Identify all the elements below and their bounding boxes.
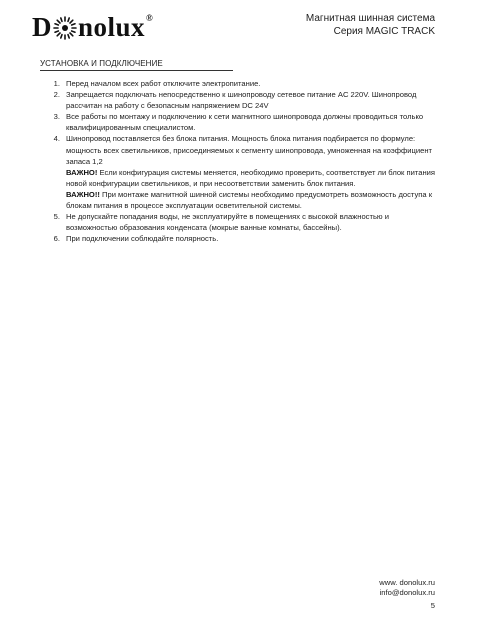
sun-icon — [53, 16, 77, 40]
item-number: 4. — [53, 134, 60, 144]
item-text: Все работы по монтажу и подключению к сети магнитного шинопровода должны проводиться только квалифицированным специалистом. — [66, 112, 424, 133]
header-system-name: Магнитная шинная система — [305, 13, 435, 24]
item-number: 3. — [53, 112, 60, 122]
website-link[interactable]: www. donolux.ru — [379, 578, 435, 587]
item-text: Запрещается подключать непосредственно к шинопроводу сетевое питание AC 220V. Шинопровод рассчитан на работу с безопасным напряжением DC 24V — [66, 90, 417, 111]
logo-letter-d: D — [32, 12, 52, 42]
brand-logo — [32, 14, 153, 41]
list-item — [40, 111, 435, 133]
list-item — [40, 233, 435, 244]
section-underline — [40, 70, 233, 71]
important-text: При монтаже магнитной шинной системы необходимо предусмотреть возможность доступа к блокам питания в процессе эксплуатации осветительной системы. — [66, 189, 433, 211]
instructions-list — [40, 78, 435, 244]
section-title: УСТАНОВКА И ПОДКЛЮЧЕНИЕ — [40, 59, 163, 68]
item-number: 5. — [53, 212, 60, 222]
registered-mark: ® — [146, 13, 154, 23]
header-series-name: Серия MAGIC TRACK — [333, 26, 435, 37]
item-text: Не допускайте попадания воды, не эксплуатируйте в помещениях с высокой влажностью и возможностью образования конденсата (мокрые ванные комнаты, бассейны). — [66, 212, 389, 233]
important-label: ВАЖНО! — [66, 167, 98, 177]
document-header — [306, 12, 435, 38]
important-note — [66, 167, 435, 189]
item-text: Шинопровод поставляется без блока питания. Мощность блока питания подбирается по формуле: мощность всех светильников, присоединяемых к сегменту шинопровода, умноженная на коэффициент запаса 1,2 — [66, 134, 433, 166]
logo-letters-nolux: nolux — [78, 12, 146, 42]
item-text: Перед началом всех работ отключите электропитание. — [66, 79, 261, 88]
item-number: 1. — [53, 79, 60, 88]
email-link[interactable]: info@donolux.ru — [379, 588, 435, 597]
page-number: 5 — [430, 601, 435, 610]
list-item — [40, 89, 435, 111]
important-note — [66, 189, 435, 211]
list-item — [40, 133, 435, 211]
list-item — [40, 78, 435, 89]
contact-footer — [379, 578, 435, 598]
important-text: Если конфигурация системы меняется, необходимо проверить, соответствует ли блок питания новой конфигурации светильников, и при несоответствии заменить блок питания. — [66, 167, 436, 188]
list-item — [40, 211, 435, 233]
item-number: 2. — [53, 90, 60, 100]
important-label: ВАЖНО!! — [66, 189, 100, 199]
item-text: При подключении соблюдайте полярность. — [66, 234, 219, 244]
item-number: 6. — [53, 234, 60, 244]
